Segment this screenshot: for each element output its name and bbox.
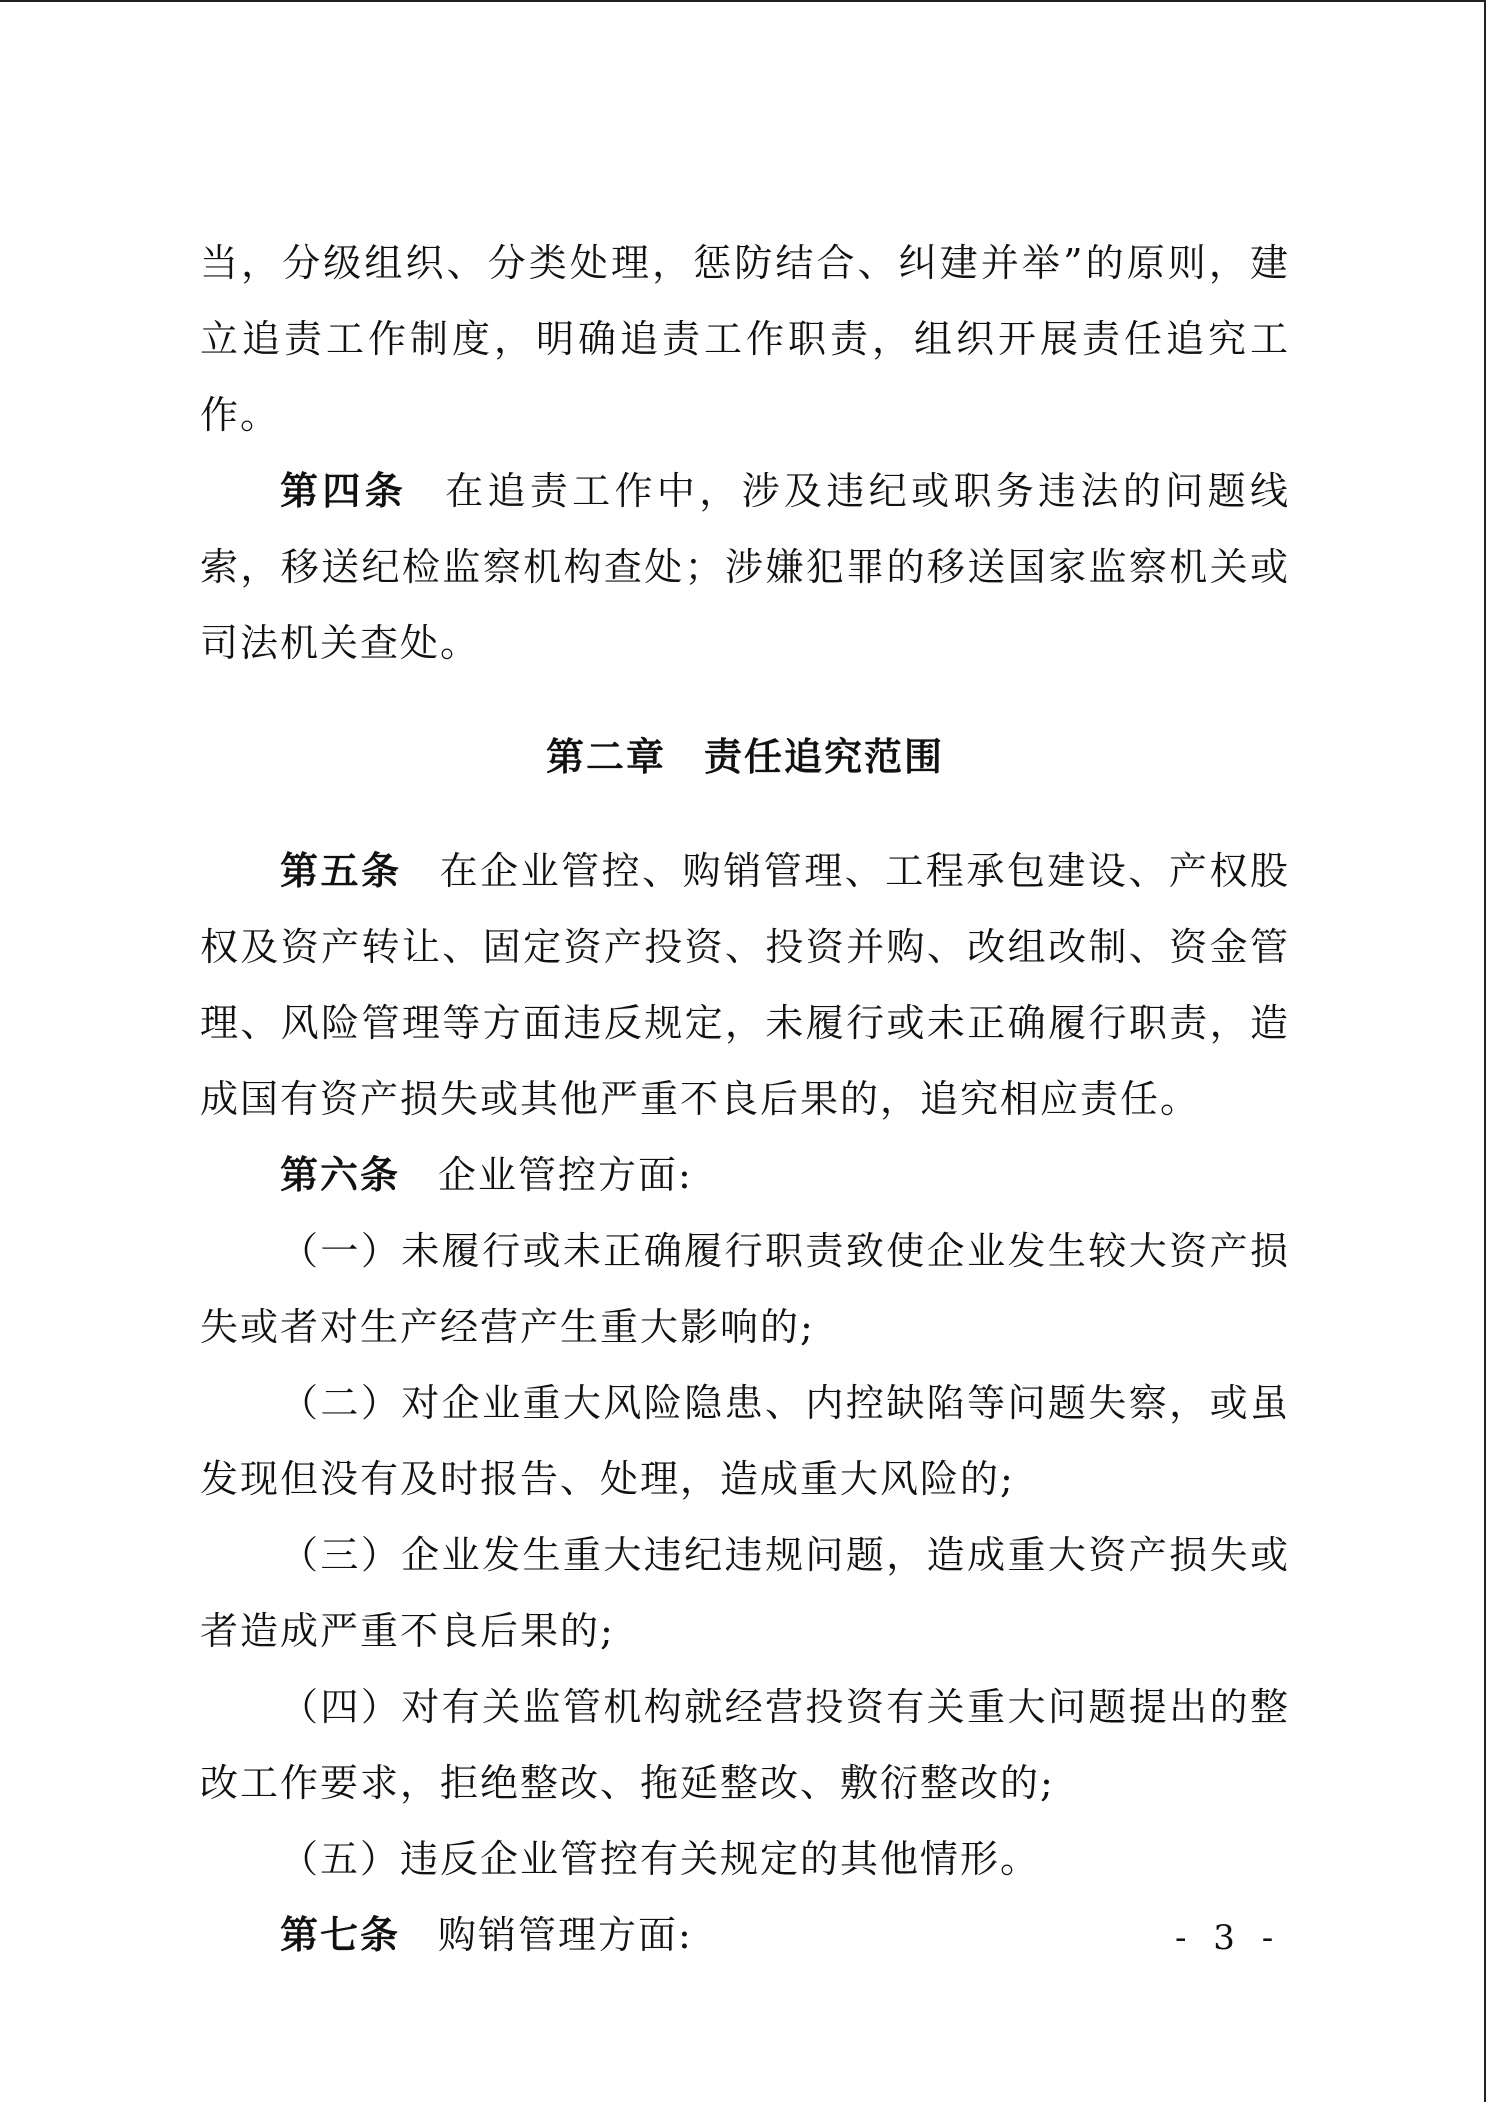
- list-item-text: （五）违反企业管控有关规定的其他情形。: [280, 1837, 1041, 1881]
- article-text: 企业管控方面:: [438, 1153, 693, 1197]
- article-6: [200, 1137, 1290, 1213]
- paragraph-text: 当，分级组织、分类处理，惩防结合、纠建并举”的原则，建立追责工作制度，明确追责工作职责，组织开展责任追究工作。: [200, 241, 1290, 437]
- article-text: 在追责工作中，涉及违纪或职务违法的问题线索，移送纪检监察机构查处；涉嫌犯罪的移送国家监察机关或司法机关查处。: [200, 469, 1290, 665]
- list-item: [200, 1517, 1290, 1669]
- chapter-number: 第二章: [545, 735, 666, 779]
- list-item: [200, 1669, 1290, 1821]
- page-number: - 3 -: [1175, 1918, 1282, 1958]
- article-4: [200, 453, 1290, 681]
- article-label: 第七条: [280, 1913, 401, 1957]
- list-item-text: （二）对企业重大风险隐患、内控缺陷等问题失察，或虽发现但没有及时报告、处理，造成重大风险的;: [200, 1381, 1290, 1501]
- article-label: 第四条: [280, 469, 408, 513]
- chapter-heading: [200, 719, 1290, 795]
- list-item: [200, 1213, 1290, 1365]
- list-item-text: （三）企业发生重大违纪违规问题，造成重大资产损失或者造成严重不良后果的;: [200, 1533, 1290, 1653]
- chapter-title: 责任追究范围: [704, 735, 945, 779]
- article-text: 在企业管控、购销管理、工程承包建设、产权股权及资产转让、固定资产投资、投资并购、改组改制、资金管理、风险管理等方面违反规定，未履行或未正确履行职责，造成国有资产损失或其他严重不良后果的，追究相应责任。: [200, 849, 1290, 1121]
- article-text: 购销管理方面:: [438, 1913, 693, 1957]
- list-item: [200, 1821, 1290, 1897]
- list-item-text: （四）对有关监管机构就经营投资有关重大问题提出的整改工作要求，拒绝整改、拖延整改、敷衍整改的;: [200, 1685, 1290, 1805]
- list-item-text: （一）未履行或未正确履行职责致使企业发生较大资产损失或者对生产经营产生重大影响的;: [200, 1229, 1290, 1349]
- list-item: [200, 1365, 1290, 1517]
- document-body: [200, 225, 1290, 1973]
- article-7: [200, 1897, 1290, 1973]
- article-5: [200, 833, 1290, 1137]
- article-label: 第五条: [280, 849, 402, 893]
- paragraph-continuation: [200, 225, 1290, 453]
- article-label: 第六条: [280, 1153, 401, 1197]
